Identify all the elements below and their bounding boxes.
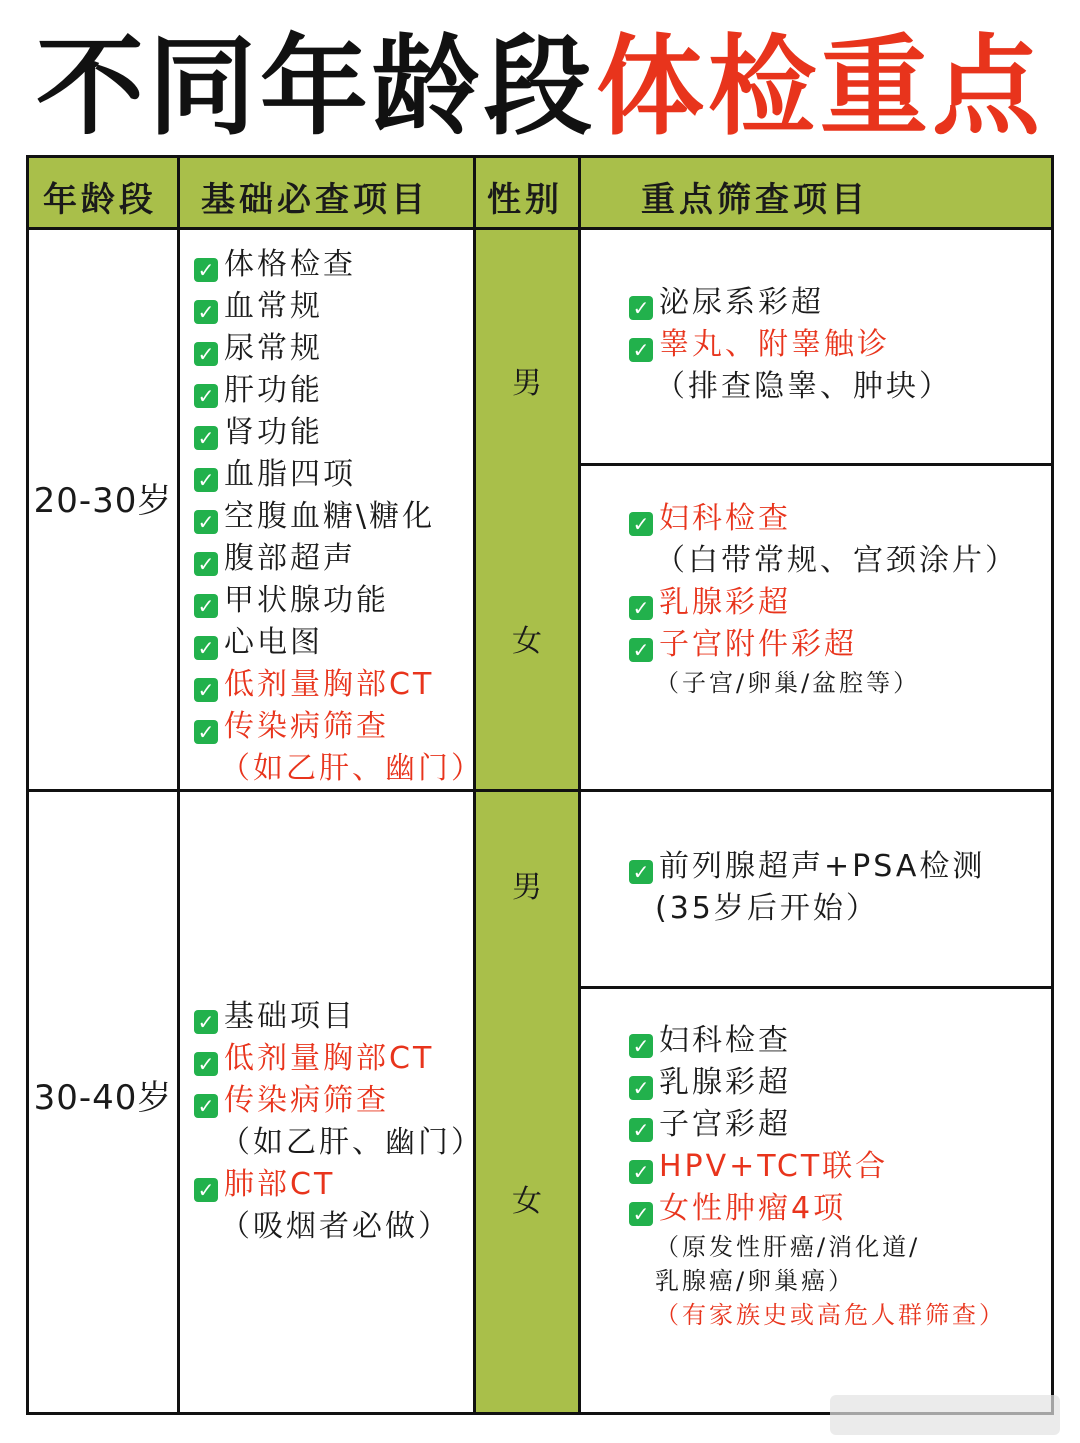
header-key: 重点筛查项目 [641, 180, 869, 220]
male-list-30-40 [629, 846, 985, 930]
check-icon: ✓ [629, 596, 653, 620]
list-item [629, 366, 952, 408]
list-item [629, 324, 952, 366]
check-icon: ✓ [629, 1034, 653, 1058]
gender-male-30-40: 男 [512, 870, 542, 905]
header-basic: 基础必查项目 [201, 180, 429, 220]
list-item [194, 244, 484, 286]
item-text: 乳腺彩超 [659, 585, 791, 620]
check-icon: ✓ [194, 678, 218, 702]
list-item [629, 1264, 1006, 1298]
check-icon: ✓ [194, 636, 218, 660]
gender-female-30-40: 女 [512, 1184, 542, 1219]
title-part1: 不同年龄段 [35, 25, 596, 150]
list-item [629, 1298, 1006, 1332]
check-icon: ✓ [194, 1178, 218, 1202]
item-text: 心电图 [224, 625, 323, 660]
divider [578, 463, 1051, 466]
item-text: （有家族史或高危人群筛查） [655, 1301, 1006, 1329]
list-item [194, 412, 484, 454]
list-item [629, 1188, 1006, 1230]
list-item [629, 498, 1018, 540]
list-item [629, 1146, 1006, 1188]
item-text: （白带常规、宫颈涂片） [655, 543, 1018, 578]
list-item [629, 1062, 1006, 1104]
list-item [629, 1230, 1006, 1264]
check-icon: ✓ [629, 1076, 653, 1100]
item-text: 空腹血糖\糖化 [224, 499, 436, 534]
list-item [194, 1206, 484, 1248]
item-text: （吸烟者必做） [220, 1209, 451, 1244]
list-item [194, 454, 484, 496]
female-list-20-30 [629, 498, 1018, 700]
check-icon: ✓ [194, 342, 218, 366]
item-text: 体格检查 [224, 247, 356, 282]
checkup-table [26, 155, 1054, 1415]
item-text: 甲状腺功能 [224, 583, 389, 618]
list-item [194, 580, 484, 622]
header-gender: 性别 [487, 180, 563, 220]
list-item [629, 582, 1018, 624]
list-item [194, 664, 484, 706]
item-text: （如乙肝、幽门） [220, 751, 484, 786]
list-item [629, 1020, 1006, 1062]
check-icon: ✓ [629, 296, 653, 320]
divider [177, 158, 180, 1412]
item-text: 腹部超声 [224, 541, 356, 576]
list-item [194, 286, 484, 328]
check-icon: ✓ [194, 510, 218, 534]
header-age: 年龄段 [43, 180, 157, 220]
item-text: 妇科检查 [659, 501, 791, 536]
divider [578, 158, 581, 1412]
list-item [194, 622, 484, 664]
check-icon: ✓ [629, 638, 653, 662]
table-header [29, 158, 1051, 230]
list-item [194, 370, 484, 412]
gender-male-20-30: 男 [512, 366, 542, 401]
item-text: 肺部CT [224, 1167, 336, 1202]
check-icon: ✓ [194, 384, 218, 408]
basic-list-20-30 [194, 244, 484, 790]
check-icon: ✓ [194, 552, 218, 576]
list-item [194, 328, 484, 370]
check-icon: ✓ [194, 258, 218, 282]
list-item [194, 1038, 484, 1080]
item-text: 子宫附件彩超 [659, 627, 857, 662]
watermark [830, 1395, 1060, 1435]
check-icon: ✓ [629, 1160, 653, 1184]
check-icon: ✓ [194, 1052, 218, 1076]
list-item [629, 888, 985, 930]
item-text: HPV+TCT联合 [659, 1149, 889, 1184]
list-item [194, 748, 484, 790]
item-text: 前列腺超声+PSA检测 [659, 849, 986, 884]
check-icon: ✓ [194, 468, 218, 492]
check-icon: ✓ [629, 512, 653, 536]
item-text: 肾功能 [224, 415, 323, 450]
basic-list-30-40 [194, 996, 484, 1248]
item-text: (35岁后开始） [655, 891, 879, 926]
item-text: （原发性肝癌/消化道/ [655, 1233, 921, 1261]
check-icon: ✓ [194, 594, 218, 618]
item-text: （排查隐睾、肿块） [655, 369, 952, 404]
check-icon: ✓ [194, 426, 218, 450]
check-icon: ✓ [194, 300, 218, 324]
age-20-30: 20-30岁 [33, 481, 173, 521]
item-text: 基础项目 [224, 999, 356, 1034]
item-text: 血常规 [224, 289, 323, 324]
check-icon: ✓ [629, 1202, 653, 1226]
item-text: 传染病筛查 [224, 709, 389, 744]
list-item [629, 624, 1018, 666]
list-item [194, 538, 484, 580]
gender-female-20-30: 女 [512, 624, 542, 659]
male-list-20-30 [629, 282, 952, 408]
divider [578, 986, 1051, 989]
list-item [629, 846, 985, 888]
list-item [194, 1122, 484, 1164]
age-30-40: 30-40岁 [33, 1078, 173, 1118]
item-text: 乳腺癌/卵巢癌） [655, 1267, 856, 1295]
check-icon: ✓ [629, 1118, 653, 1142]
list-item [194, 1080, 484, 1122]
item-text: （如乙肝、幽门） [220, 1125, 484, 1160]
item-text: 泌尿系彩超 [659, 285, 824, 320]
list-item [194, 996, 484, 1038]
gender-column-bg [476, 230, 578, 1412]
check-icon: ✓ [194, 1010, 218, 1034]
list-item [629, 666, 1018, 700]
item-text: 传染病筛查 [224, 1083, 389, 1118]
check-icon: ✓ [629, 860, 653, 884]
list-item [629, 282, 952, 324]
item-text: 低剂量胸部CT [224, 667, 435, 702]
item-text: 妇科检查 [659, 1023, 791, 1058]
title-part2: 体检重点 [596, 25, 1045, 150]
item-text: 女性肿瘤4项 [659, 1191, 847, 1226]
item-text: 子宫彩超 [659, 1107, 791, 1142]
item-text: （子宫/卵巢/盆腔等） [655, 669, 921, 697]
list-item [629, 1104, 1006, 1146]
list-item [629, 540, 1018, 582]
item-text: 低剂量胸部CT [224, 1041, 435, 1076]
page-title [0, 25, 1080, 150]
check-icon: ✓ [629, 338, 653, 362]
check-icon: ✓ [194, 720, 218, 744]
list-item [194, 706, 484, 748]
list-item [194, 1164, 484, 1206]
item-text: 尿常规 [224, 331, 323, 366]
check-icon: ✓ [194, 1094, 218, 1118]
item-text: 睾丸、附睾触诊 [659, 327, 890, 362]
female-list-30-40 [629, 1020, 1006, 1332]
item-text: 血脂四项 [224, 457, 356, 492]
item-text: 肝功能 [224, 373, 323, 408]
item-text: 乳腺彩超 [659, 1065, 791, 1100]
list-item [194, 496, 484, 538]
divider [29, 789, 1051, 792]
